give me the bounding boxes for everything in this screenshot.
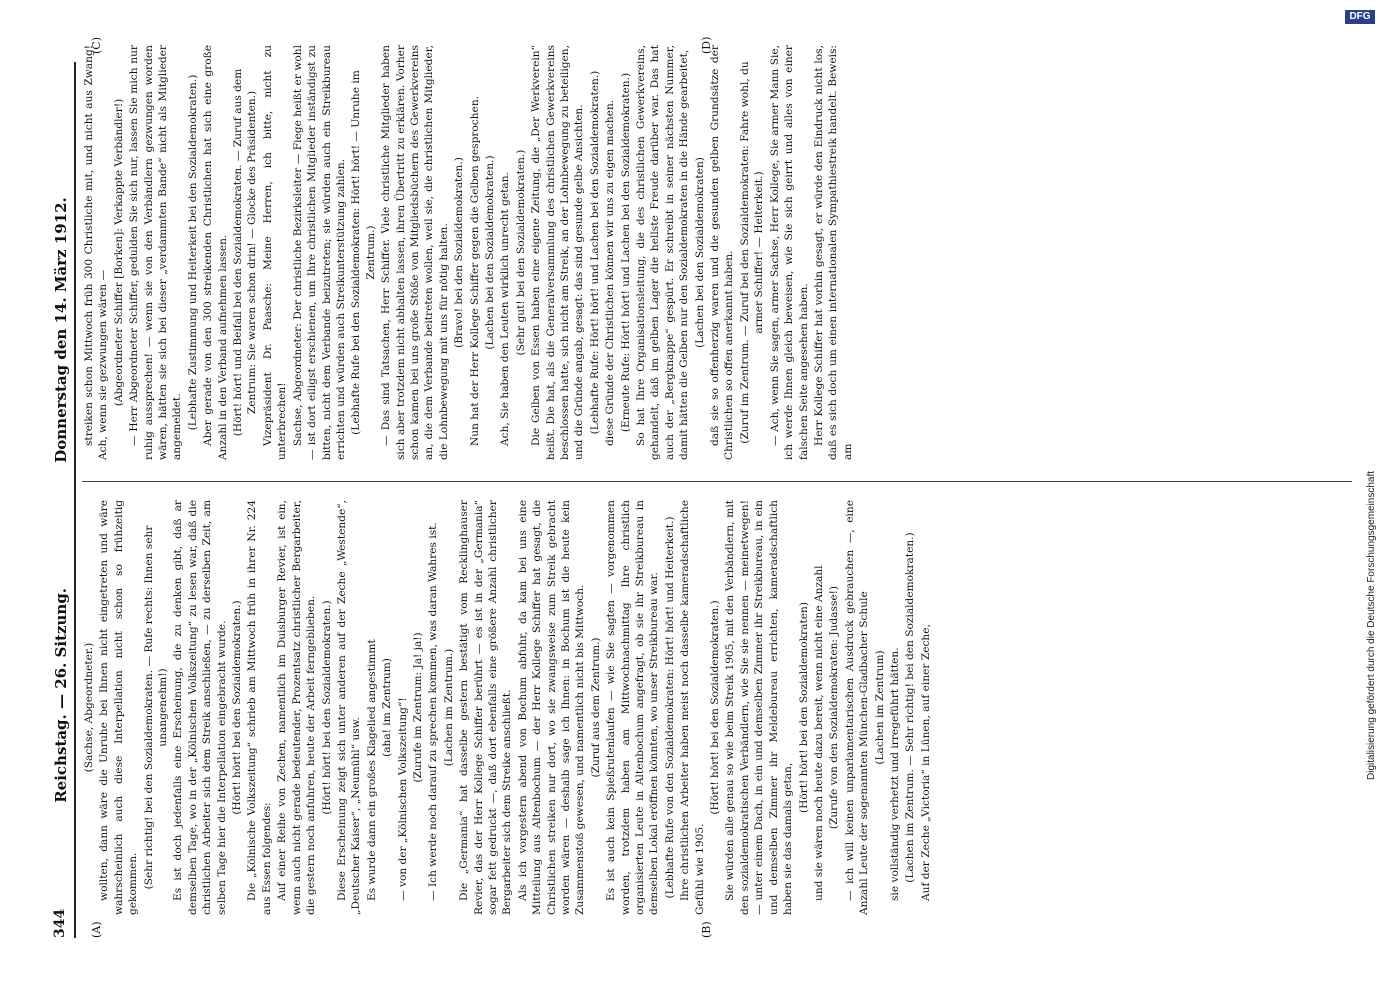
right-column-paragraph: (Lebhafte Rufe bei den Sozialdemokraten: Hört! hört! — Unruhe im Zentrum.) — [350, 70, 377, 435]
left-column-paragraph: Es ist auch kein Spießrutenlaufen — wie Sie sagten — vorgenommen worden, trotzdem haben am Mittwochnachmittag Ihre christlich organisierten Leute in Altenbochum angefragt, ob sie ihr Streikbureau in demselben Lokal eröffnen könnten, wo unser Streikbureau war. — [605, 500, 661, 915]
left-column-paragraph: (Hört! hört! bei den Sozialdemokraten.) — [231, 600, 244, 815]
left-column-paragraph: Ihre christlichen Arbeiter haben meist noch dasselbe kameradschaftliche Gefühl wie 1905. — [679, 500, 706, 915]
left-column-paragraph: Die „Kölnische Volkszeitung“ schrieb am Mittwoch früh in ihrer Nr. 224 aus Essen folgendes: — [246, 500, 273, 915]
left-column-paragraph: Die „Germania“ hat dasselbe gestern bestätigt vom Recklinghauser Revier, das der Herr Kollege Schiffer berührt — es ist in der „Germania“ sogar fett gedruckt —, daß dort ebenfalls eine größere Anzahl christlicher Bergarbeiter sich dem Streike anschließt. — [458, 500, 514, 915]
left-column-paragraph: sie vollständig verhetzt und irregeführt hätten. — [888, 647, 901, 901]
right-column-paragraph: (Hört! hört! und Beifall bei den Sozialdemokraten. — Zuruf aus dem Zentrum: Sie waren schon drin! — Glocke des Präsidenten.) — [232, 68, 259, 437]
left-column-paragraph: (Zurufe im Zentrum: Ja! ja!) — [411, 632, 424, 783]
page-header — [52, 62, 76, 938]
right-column-paragraph: (Abgeordneter Schiffer [Borken]: Verkappte Verbändler!) — [112, 98, 125, 407]
left-column-paragraph: — ich will keinen unparlamentarischen Ausdruck gebrauchen —, eine Anzahl Leute der sogenannten München-Gladbacher Schule — [843, 500, 871, 915]
right-column-paragraph: Herr Kollege Schiffer hat vorhin gesagt, er würde den Eindruck nicht los, daß es sich doch um einen internationalen Sympathiestreik handelt. Beweis: am — [812, 45, 854, 460]
page-number: 344 — [52, 908, 68, 938]
left-column-paragraph: Es ist doch jedenfalls eine Erscheinung, die zu denken gibt, daß ar demselben Tage, wo in der „Kölnischen Volkszeitung“ zu lesen war, daß die christlichen Arbeiter sich dem Streik anschließen, — zu derselben Zeit, am selben Tage hier die Interpellation eingebracht wurde. — [172, 500, 228, 915]
header-date: Donnerstag den 14. März 1912. — [52, 197, 70, 463]
right-column-paragraph: (Lachen bei den Sozialdemokraten.) — [483, 155, 496, 350]
right-column-paragraph: streiken schon Mittwoch früh 300 Christliche mit, und nicht aus Zwang! Ach, wenn sie gezwungen wären — — [83, 45, 110, 460]
right-column-paragraph: Die Gelben von Essen haben eine eigene Zeitung, die „Der Werkverein“ heißt. Die hat, als die Generalversammlung des christlichen Gewerkvereins beschlossen hatte, sich nicht am Streik, an der Lohnbewegung zu beteiligen, und die Gründe angab, gesagt: das sind gesunde gelbe Ansichten. — [530, 45, 586, 460]
left-column-paragraph: und sie wären noch heute dazu bereit, wenn nicht eine Anzahl — [812, 565, 825, 901]
left-column-paragraph: (Zurufe von den Sozialdemokraten: Judasse!) — [828, 585, 841, 830]
left-column-paragraph: (Sehr richtig! bei den Sozialdemokraten. — Rufe rechts: Ihnen sehr unangenehm!) — [142, 525, 170, 890]
right-column-paragraph: (Lachen bei den Sozialdemokraten) — [693, 157, 706, 348]
left-column-paragraph: (Lachen im Zentrum) — [873, 650, 886, 765]
left-column-paragraph: (Hört! hört! bei den Sozialdemokraten) — [797, 602, 810, 813]
right-column-paragraph: (Lebhafte Rufe: Hört! hört! und Lachen bei den Sozialdemokraten.) — [588, 70, 601, 435]
margin-marker-a: (A) — [90, 921, 103, 938]
margin-marker-d: (D) — [700, 36, 713, 54]
left-column-paragraph: (Sachse, Abgeordneter.) — [83, 642, 95, 773]
right-column-paragraph: diese Gründe der Christlichen können wir uns zu eigen machen. — [604, 99, 617, 446]
left-column-paragraph: Auf der Zeche „Victoria“ in Lünen, auf einer Zeche, — [919, 624, 932, 901]
dfg-logo: DFG — [1345, 10, 1375, 24]
left-column-paragraph: — von der „Kölnischen Volkszeitung“! — [396, 697, 409, 901]
left-column-paragraph: Als ich vorgestern abend von Bochum abfuhr, da kam bei uns eine Mitteilung aus Altenbochum — der Herr Kollege Schiffer hat gesagt, die Christlichen streiken nur dort, wo sie zwangsweise zum Streik gebracht worden wären — deshalb sage ich Ihnen: in Bochum ist die heute kein Zusammenstoß gewesen, und namentlich nicht bis Mittwoch. — [516, 500, 587, 915]
right-column-paragraph: — Ach, wenn Sie sagen, armer Sachse, Herr Kollege, Sie armer Mann Sie, ich werde Ihnen gleich beweisen, wie Sie sich geirrt und alles von einer falschen Seite angesehen haben. — [768, 45, 810, 460]
left-column-paragraph: Sie würden alle genau so wie beim Streik 1905, mit den Verbändlern, mit den sozialdemokratischen Verbändlern, wie Sie sie nennen — meinetwegen! — unter einem Dach, in ein und demselben Zimmer ihr Streikbureau, in ein und demselben Zimmer ihr Meldebureau errichten, kameradschaftlich haben sie das damals getan, — [724, 500, 795, 915]
right-column-paragraph: (Bravo! bei den Sozialdemokraten.) — [453, 157, 466, 348]
left-column-paragraph: Diese Erscheinung zeigt sich unter anderen auf der Zeche „Westende“, „Deutscher Kaiser“, „Neumühl“ usw. — [335, 500, 363, 915]
left-column-paragraph: (Hört! hört! bei den Sozialdemokraten.) — [320, 600, 333, 815]
left-column-paragraph: (Zuruf aus dem Zentrum.) — [589, 637, 602, 778]
right-column-paragraph: Vizepräsident Dr. Paasche: Meine Herren, ich bitte, nicht zu unterbrechen! — [261, 45, 289, 460]
left-column-paragraph: (Lebhafte Rufe von den Sozialdemokraten: Hört! hört! und Heiterkeit.) — [663, 516, 676, 899]
left-column-paragraph: Auf einer Reihe von Zechen, namentlich im Duisburger Revier, ist ein, wenn auch nicht gerade bedeutender, Prozentsatz christlicher Bergarbeiter, die gestern noch anfuhren, heute der Arbeit ferngeblieben. — [276, 500, 318, 915]
left-column-paragraph: Es wurde dann ein großes Klagelied angestimmt — [365, 639, 378, 901]
right-column — [82, 45, 1352, 460]
left-column-paragraph: (Lachen im Zentrum.) — [442, 648, 455, 767]
right-column-paragraph: (Zuruf im Zentrum. — Zuruf bei den Sozialdemokraten: Fahre wohl, du armer Schiffer! — Heiterkeit.) — [738, 61, 766, 444]
left-column-paragraph: — Ich werde noch darauf zu sprechen kommen, was daran Wahres ist. — [427, 522, 440, 901]
right-column-paragraph: Nun hat der Herr Kollege Schiffer gegen die Gelben gesprochen. — [468, 95, 481, 446]
right-column-paragraph: (Sehr gut! bei den Sozialdemokraten.) — [514, 149, 527, 356]
header-session: Reichstag. — 26. Sitzung. — [52, 587, 70, 803]
margin-marker-b: (B) — [700, 921, 713, 938]
right-column-paragraph: — Herr Abgeordneter Schiffer, gedulden Sie sich nur, lassen Sie mich nur ruhig aussprechen! — wenn sie von den Verbändlern gezwungen worden wären, hätten sie sich bei dieser „verdammten Bande“ nicht als Mitglieder angemeldet. — [128, 45, 184, 460]
right-column-paragraph: (Erneute Rufe: Hört! hört! und Lachen bei den Sozialdemokraten.) — [619, 72, 632, 433]
left-column-paragraph: wollten, dann wäre die Unruhe bei Ihnen nicht eingetreten und wäre wahrscheinlich auch diese Interpellation nicht schon so frühzeitig gekommen. — [98, 500, 140, 915]
column-divider — [82, 481, 1352, 482]
header-title — [52, 62, 70, 938]
margin-marker-c: (C) — [90, 37, 103, 54]
left-column-paragraph: (Lachen im Zentrum. — Sehr richtig! bei den Sozialdemokraten.) — [904, 532, 917, 883]
right-column-paragraph: (Lebhafte Zustimmung und Heiterkeit bei den Sozialdemokraten.) — [186, 74, 199, 431]
left-column — [82, 500, 1352, 915]
right-column-paragraph: daß sie so offenherzig waren und die gesunden gelben Grundsätze der Christlichen so offen anerkannt haben. — [709, 45, 736, 460]
left-column-paragraph: (aha! im Zentrum) — [381, 658, 394, 757]
right-column-paragraph: Sachse, Abgeordneter: Der christliche Bezirksleiter — Fiege heißt er wohl — ist dort eiligst erschienen, um Ihre christlichen Mitglieder inständigst zu bitten, nicht dem Verbande beizutreten; sie würden auch ein Streikbureau errichten und würden auch Streikunterstützung zahlen. — [291, 45, 347, 460]
right-column-paragraph: — Das sind Tatsachen, Herr Schiffer. Viele christliche Mitglieder haben sich aber trotzdem nicht abhalten lassen, ihren Übertritt zu erklären. Vorher schon kamen bei uns große Stöße von Mitgliedsbüchern des Gewerkvereins an, die dem Verbande beitreten wollen, weil sie, die christlichen Mitglieder, die Lohnbewegung mit uns für nötig halten. — [380, 45, 450, 460]
digitization-note: Digitalisierung gefördert durch die Deutsche Forschungsgemeinschaft — [1366, 470, 1377, 780]
right-column-paragraph: Aber gerade von den 300 streikenden Christlichen hat sich eine große Anzahl in den Verband aufnehmen lassen. — [202, 45, 229, 460]
right-column-paragraph: Ach, Sie haben den Leuten wirklich unrecht getan. — [499, 172, 512, 446]
left-column-paragraph: (Hört! hört! bei den Sozialdemokraten.) — [709, 600, 722, 815]
right-column-paragraph: So hat Ihre Organisationsleitung, die des christlichen Gewerkvereins, gehandelt, daß im gelben Lager die hellste Freude darüber war. Das hat auch der „Bergknappe“ gespürt. Er schreibt in seiner nächsten Nummer, damit hätten die Gelben nur den Sozialdemokraten in die Hände gearbeitet, — [635, 45, 691, 460]
